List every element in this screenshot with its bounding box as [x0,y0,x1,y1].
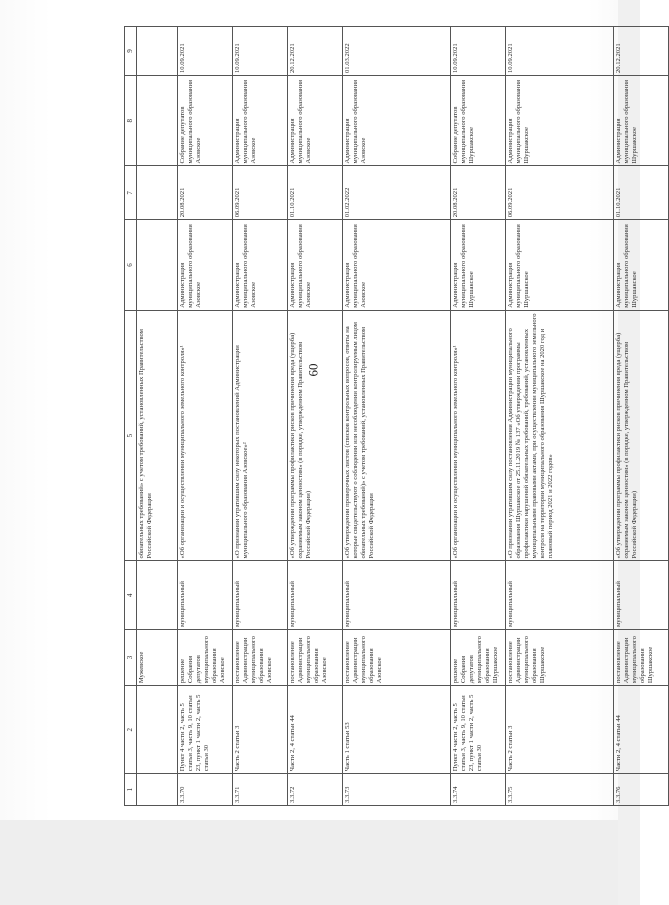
cell-act-name: «Об утверждении программы профилактики рисков причинения вреда (ущерба) охраняемым законом ценностям» (в порядке, утвержденном Правительством Российской Федерации) [614,310,669,561]
cell-doc-type: решение Собрания депутатов муниципального образования Шуршакское [451,629,506,685]
cell-doc-type: постановление Администрации муниципального образования Азовское [233,629,288,685]
cell-date-end: 10.09.2021 [233,27,288,76]
cell-responsible: Собрание депутатов муниципального образования Шуршакское [451,76,506,166]
cell-article: Часть 2 статьи 3 [233,686,288,774]
cell-responsible: Администрация муниципального образования Шуршакское [614,76,669,166]
cell-date-start: 06.09.2021 [506,166,614,220]
cell-act-name: «О признании утратившим силу некоторых постановлений Администрации муниципального образования Азовское»² [233,310,288,561]
cell-number: 3.3.73 [343,774,451,806]
cell-responsible: Собрание депутатов муниципального образования Азовское [178,76,233,166]
rotated-table-container [124,26,655,806]
table-row [506,27,614,806]
cell-number: 3.3.75 [506,774,614,806]
table-row [178,27,233,806]
table-row [288,27,343,806]
cell-date-start: 20.08.2021 [451,166,506,220]
cell-level: муниципальный [343,561,451,629]
cell-authority: Администрация муниципального образования Азовское [178,220,233,310]
cell-date-start: 01.02.2022 [343,166,451,220]
cell-date-end: 10.09.2021 [506,27,614,76]
cell-article: Часть 2 статьи 3 [506,686,614,774]
column-header: 5 [125,310,137,561]
cell-date-end: 10.09.2021 [451,27,506,76]
table-row [233,27,288,806]
column-header: 4 [125,561,137,629]
cell-number: 3.3.76 [614,774,669,806]
cell-date-start: 20.08.2021 [178,166,233,220]
cell-date-start: 01.10.2021 [614,166,669,220]
cell-level: муниципальный [506,561,614,629]
cell-number: 3.3.74 [451,774,506,806]
cell-article: Часть 1 статьи 53 [343,686,451,774]
table-row [614,27,669,806]
cell-level: муниципальный [451,561,506,629]
column-header: 6 [125,220,137,310]
cell-level: муниципальный [178,561,233,629]
cell-date-end: 10.09.2021 [178,27,233,76]
column-header: 7 [125,166,137,220]
cell-doc-type: решение Собрания депутатов муниципального образования Азовское [178,629,233,685]
cell-number: 3.3.71 [233,774,288,806]
cell-date-end: 01.03.2022 [343,27,451,76]
cell-responsible: Администрация муниципального образования Азовское [233,76,288,166]
column-header: 1 [125,774,137,806]
cell-number: 3.3.72 [288,774,343,806]
cell-responsible: Администрация муниципального образования Азовское [343,76,451,166]
column-header: 9 [125,27,137,76]
cell-doc-type: Мужевское [137,629,178,685]
cell-level: муниципальный [288,561,343,629]
cell-authority: Администрация муниципального образования Шуршакское [451,220,506,310]
table-row [451,27,506,806]
cell-article: Части 2, 4 статьи 44 [614,686,669,774]
cell-act-name: «Об утверждении проверочных листов (списков контрольных вопросов, ответы на которые свидетельствуют о соблюдении или несоблюдении контролируемым лицом обязательных требований)» с учетом требований, установленных Правительством Российской Федерации [343,310,451,561]
cell-responsible: Администрация муниципального образования Азовское [288,76,343,166]
table-row [343,27,451,806]
cell-article: Пункт 4 части 2, часть 5 статьи 3, часть 9, 10 статьи 23, пункт 1 части 2, часть 5 статьи 30 [178,686,233,774]
column-header: 3 [125,629,137,685]
column-number-row [125,27,137,806]
cell-authority: Администрация муниципального образования Азовское [233,220,288,310]
cell-act-name: «О признании утратившим силу постановления Администрации муниципального образования Шуршакское от 25.11.2019 № 137 «Об утверждении программы профилактики нарушений обязательных требований, требований, установленных муниципальными правовыми актами, при осуществлении муниципального земельного контроля на территории муниципального образования Шуршакское на 2020 год и плановый период 2021 и 2022 годов» [506,310,614,561]
column-header: 2 [125,686,137,774]
cell-date-end: 20.12.2021 [288,27,343,76]
cell-level: муниципальный [614,561,669,629]
cell-level: муниципальный [233,561,288,629]
cell-authority: Администрация муниципального образования Шуршакское [506,220,614,310]
cell-doc-type: постановление Администрации муниципального образования Шуршакское [506,629,614,685]
cell-act-name: «Об организации и осуществлении муниципального земельного контроля»¹ [451,310,506,561]
continuation-row [137,27,178,806]
page-number: 60 [305,363,321,377]
column-header: 8 [125,76,137,166]
legal-acts-table [124,26,669,806]
cell-doc-type: постановление Администрации муниципального образования Азовское [288,629,343,685]
cell-date-start: 01.10.2021 [288,166,343,220]
cell-doc-type: постановление Администрации муниципального образования Шуршакское [614,629,669,685]
cell-responsible: Администрация муниципального образования Шуршакское [506,76,614,166]
cell-number: 3.3.70 [178,774,233,806]
cell-act-name: «Об организации и осуществлении муниципального земельного контроля»¹ [178,310,233,561]
cell-act-name: обязательных требований» с учетом требований, установленных Правительством Российской Федерации [137,310,178,561]
cell-doc-type: постановление Администрации муниципального образования Азовское [343,629,451,685]
cell-authority: Администрация муниципального образования Азовское [343,220,451,310]
cell-article: Пункт 4 части 2, часть 5 статьи 3, часть 9, 10 статьи 23, пункт 1 части 2, часть 5 статьи 30 [451,686,506,774]
scan-shadow-bottom [0,820,640,905]
cell-article: Части 2, 4 статьи 44 [288,686,343,774]
cell-authority: Администрация муниципального образования Шуршакское [614,220,669,310]
cell-date-end: 20.12.2021 [614,27,669,76]
cell-date-start: 06.09.2021 [233,166,288,220]
cell-authority: Администрация муниципального образования Азовское [288,220,343,310]
cell-act-name: «Об утверждении программы профилактики рисков причинения вреда (ущерба) охраняемым законом ценностям» (в порядке, утвержденном Правительством Российской Федерации) [288,310,343,561]
